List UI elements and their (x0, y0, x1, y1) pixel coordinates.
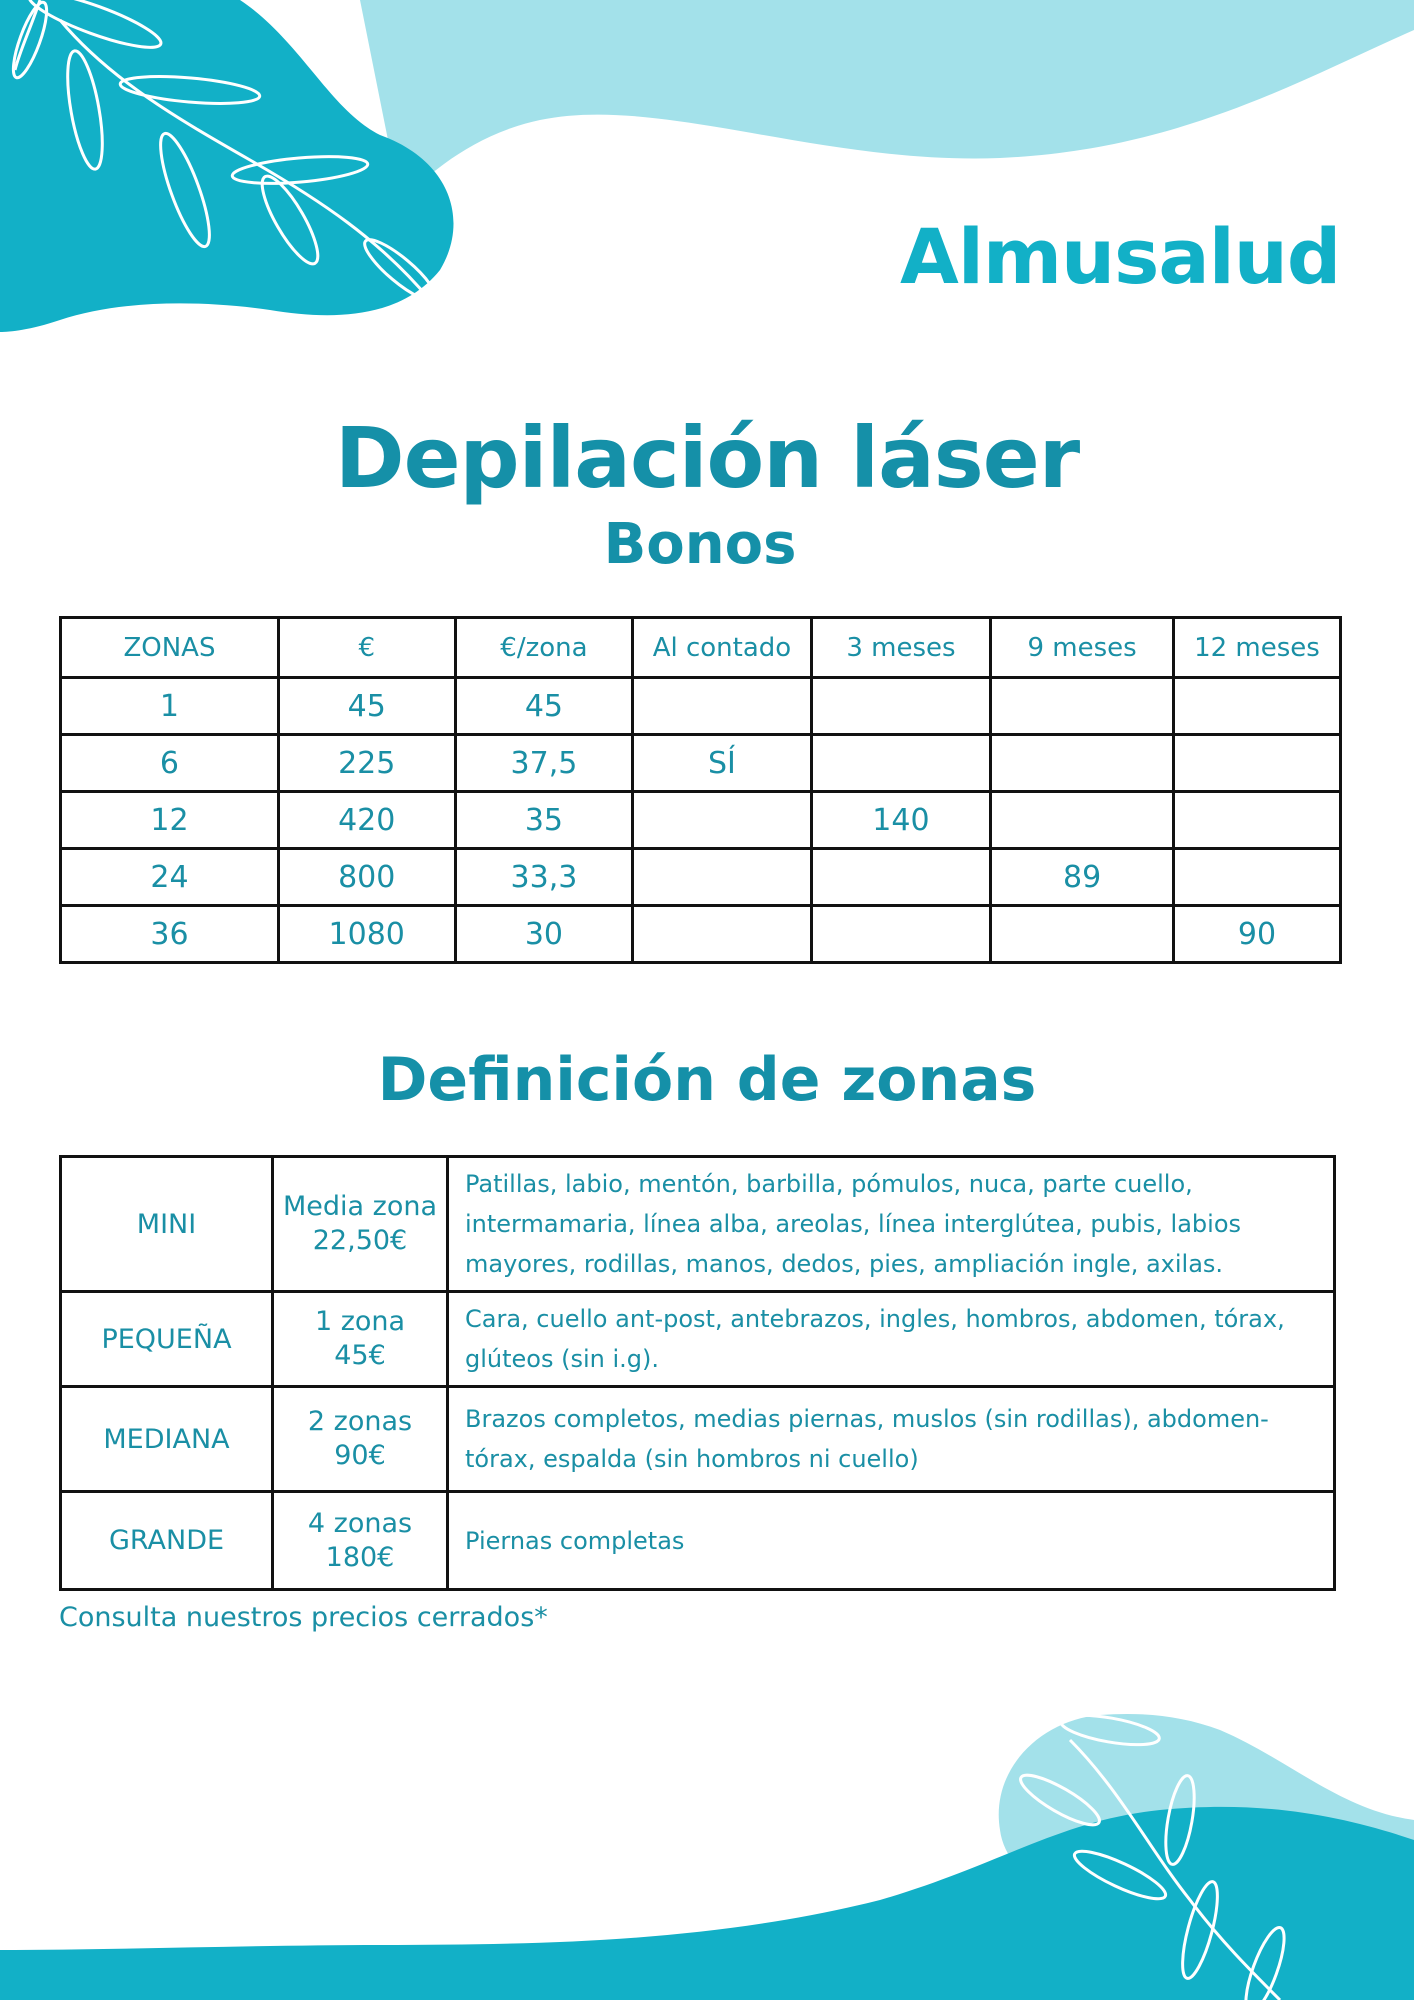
zone-price-value: 90€ (334, 1440, 386, 1471)
footnote: Consulta nuestros precios cerrados* (59, 1602, 548, 1633)
table-cell (1173, 792, 1340, 849)
table-cell: 140 (811, 792, 991, 849)
zone-description: Piernas completas (448, 1492, 1335, 1590)
zone-price-value: 22,50€ (312, 1225, 408, 1256)
zone-price (273, 1492, 448, 1590)
column-header: €/zona (455, 618, 633, 678)
table-cell: 420 (278, 792, 455, 849)
zone-name: PEQUEÑA (61, 1292, 273, 1387)
column-header: ZONAS (61, 618, 279, 678)
zone-name: GRANDE (61, 1492, 273, 1590)
table-cell (633, 906, 811, 963)
table-row (61, 792, 1341, 849)
table-cell: 6 (61, 735, 279, 792)
column-header: 3 meses (811, 618, 991, 678)
zone-price-label: 2 zonas (307, 1406, 413, 1437)
table-cell (1173, 678, 1340, 735)
table-row (61, 678, 1341, 735)
zone-description: Brazos completos, medias piernas, muslos (sin rodillas), abdomen-tórax, espalda (sin hombros ni cuello) (448, 1387, 1335, 1492)
table-cell: 12 (61, 792, 279, 849)
table-cell (811, 906, 991, 963)
table-cell: 45 (455, 678, 633, 735)
table-cell: 45 (278, 678, 455, 735)
table-cell (991, 906, 1174, 963)
table-cell (811, 678, 991, 735)
zone-name: MINI (61, 1157, 273, 1292)
page-subtitle: Bonos (603, 512, 797, 577)
table-row (61, 1387, 1335, 1492)
table-cell: 1 (61, 678, 279, 735)
column-header: € (278, 618, 455, 678)
bonos-price-table (59, 616, 1342, 964)
column-header: Al contado (633, 618, 811, 678)
table-cell (811, 849, 991, 906)
page-title: Depilación láser (334, 409, 1080, 507)
zone-description: Cara, cuello ant-post, antebrazos, ingles, hombros, abdomen, tórax, glúteos (sin i.g). (448, 1292, 1335, 1387)
table-cell (991, 735, 1174, 792)
table-cell: 33,3 (455, 849, 633, 906)
zone-price-label: 4 zonas (307, 1507, 413, 1539)
bottom-wave-decoration (0, 1700, 1414, 2000)
table-cell (991, 678, 1174, 735)
table-cell: 30 (455, 906, 633, 963)
zone-description: Patillas, labio, mentón, barbilla, pómulos, nuca, parte cuello, intermamaria, línea alba, areolas, línea interglútea, pubis, labios mayores, rodillas, manos, dedos, pies, ampliación ingle, axilas. (448, 1157, 1335, 1292)
zonas-section-title: Definición de zonas (377, 1045, 1037, 1115)
table-cell (991, 792, 1174, 849)
zone-price (273, 1387, 448, 1492)
table-row (61, 1292, 1335, 1387)
table-cell: 800 (278, 849, 455, 906)
table-cell: 37,5 (455, 735, 633, 792)
zone-price (273, 1292, 448, 1387)
brand-logo: Almusalud (900, 212, 1341, 301)
zone-name: MEDIANA (61, 1387, 273, 1492)
column-header: 9 meses (991, 618, 1174, 678)
table-cell: 1080 (278, 906, 455, 963)
table-row (61, 735, 1341, 792)
zone-price-value: 45€ (334, 1340, 386, 1371)
table-cell (633, 678, 811, 735)
table-cell: 35 (455, 792, 633, 849)
table-cell: 90 (1173, 906, 1340, 963)
table-cell (811, 735, 991, 792)
table-cell (1173, 735, 1340, 792)
zone-price-label: Media zona (282, 1191, 438, 1222)
table-cell (1173, 849, 1340, 906)
column-header: 12 meses (1173, 618, 1340, 678)
zonas-definition-table (59, 1155, 1336, 1591)
table-cell: 89 (991, 849, 1174, 906)
table-cell (633, 849, 811, 906)
table-header-row (61, 618, 1341, 678)
zone-price-value: 180€ (325, 1541, 395, 1573)
table-cell (633, 792, 811, 849)
zone-price (273, 1157, 448, 1292)
table-cell: SÍ (633, 735, 811, 792)
table-cell: 225 (278, 735, 455, 792)
zone-price-label: 1 zona (314, 1306, 406, 1337)
table-cell: 24 (61, 849, 279, 906)
table-row (61, 1492, 1335, 1590)
table-row (61, 906, 1341, 963)
table-row (61, 849, 1341, 906)
table-row (61, 1157, 1335, 1292)
table-cell: 36 (61, 906, 279, 963)
